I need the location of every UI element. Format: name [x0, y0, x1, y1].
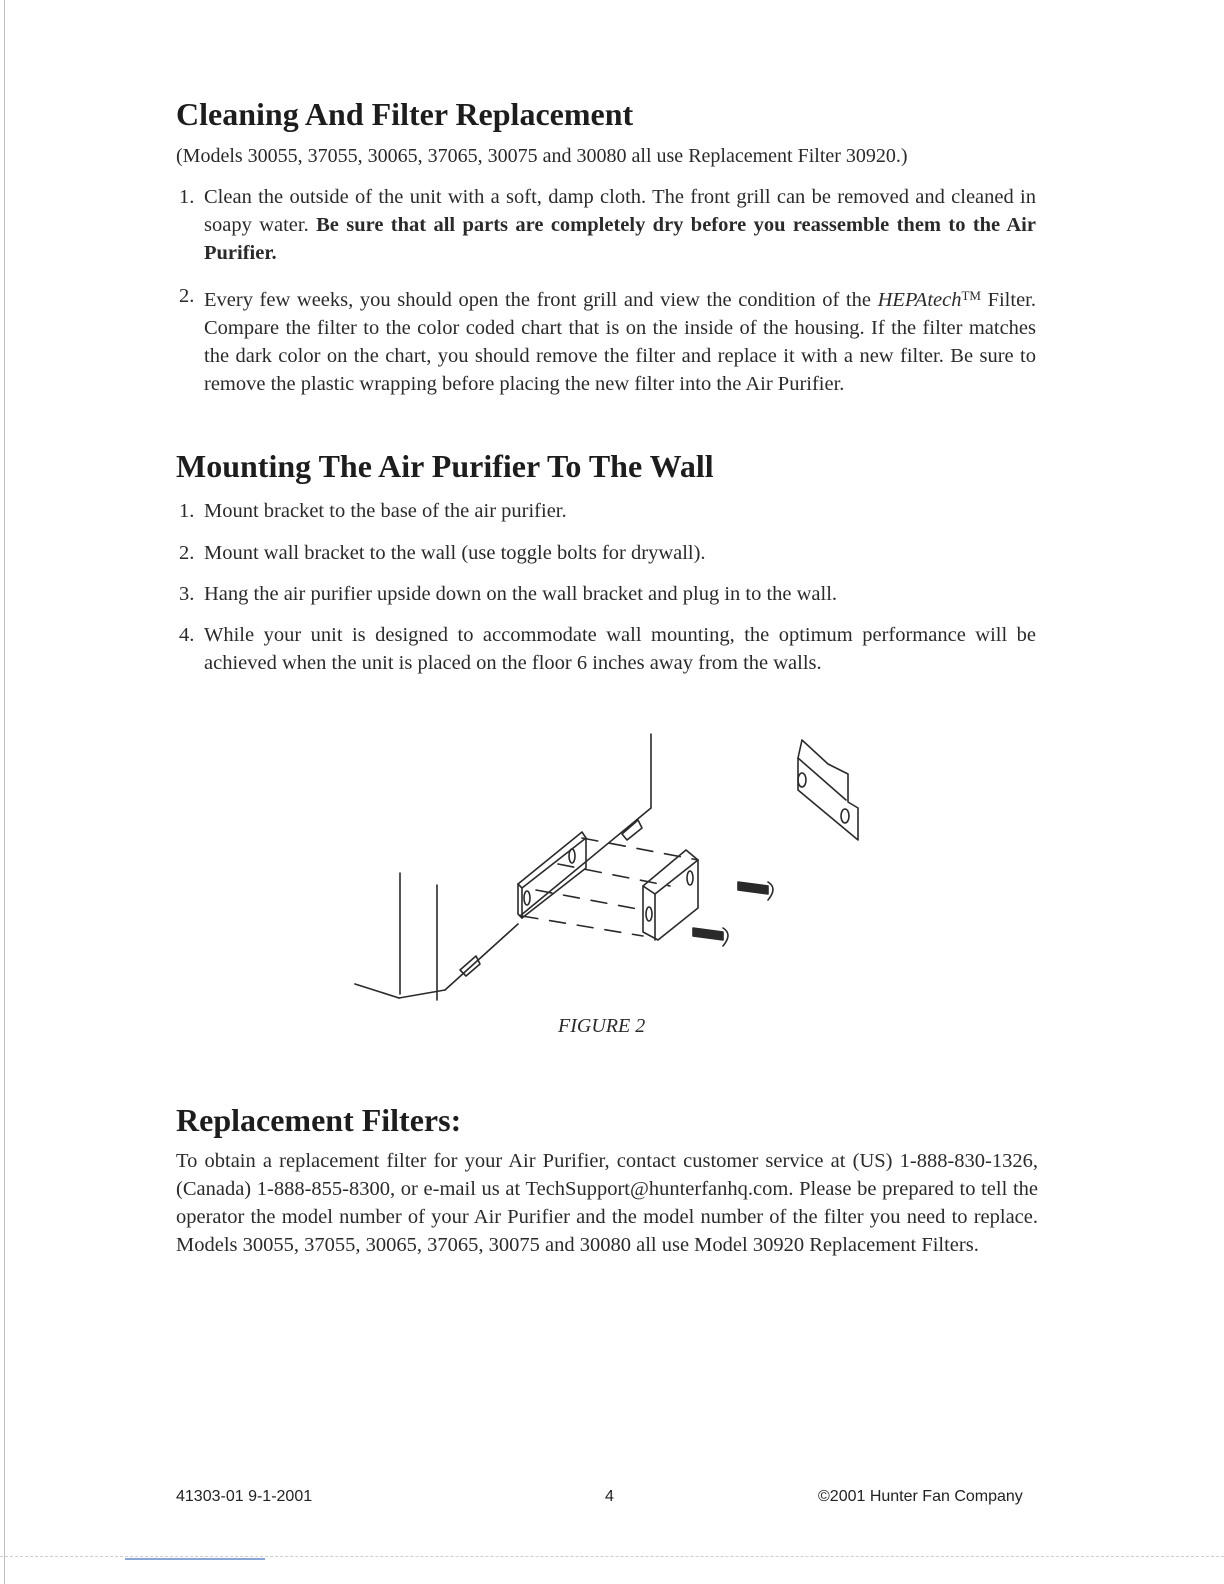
footer-doc-number: 41303-01 9-1-2001 — [176, 1488, 313, 1505]
mounting-step-4 — [179, 621, 1036, 677]
scan-bottom-mark — [125, 1558, 265, 1560]
step-number: 1. — [179, 186, 195, 208]
step-text: Mount bracket to the base of the air purifier. — [204, 500, 567, 522]
cleaning-section-title: Cleaning And Filter Replacement — [176, 96, 634, 132]
step-number: 3. — [179, 583, 195, 605]
figure-caption: FIGURE 2 — [558, 1015, 646, 1037]
mounting-step-1 — [179, 497, 1036, 525]
footer-copyright: ©2001 Hunter Fan Company — [818, 1488, 1023, 1505]
mounting-step-3 — [179, 580, 1036, 608]
step-number: 2. — [179, 285, 195, 307]
step-text: Clean the outside of the unit with a soft, damp cloth. The front grill can be removed and cleaned in soapy water. — [204, 186, 1036, 236]
trademark-mark: TM — [961, 288, 981, 303]
cleaning-models-note: (Models 30055, 37055, 30065, 37065, 30075 and 30080 all use Replacement Filter 30920.) — [176, 145, 908, 167]
base-bracket — [518, 832, 698, 940]
mounting-section-title: Mounting The Air Purifier To The Wall — [176, 448, 714, 484]
scan-bottom-edge — [0, 1556, 1224, 1557]
screw-icon — [738, 882, 773, 900]
step-number: 4. — [179, 624, 195, 646]
cleaning-step-2 — [179, 282, 1036, 398]
replacement-paragraph: To obtain a replacement filter for your Air Purifier, contact customer service at (US) 1-888-830-1326, (Canada) 1-888-855-8300, or e-mail us at TechSupport@hunterfanhq.com. Please be prepared to tell the operator the model number of your Air Purifier and the model number of the filter you need to replace. Models 30055, 37055, 30065, 37065, 30075 and 30080 all use Model 30920 Replacement Filters. — [176, 1150, 1038, 1256]
footer-page-number: 4 — [605, 1488, 614, 1505]
step-number: 2. — [179, 542, 195, 564]
step-text: Mount wall bracket to the wall (use toggle bolts for drywall). — [204, 542, 706, 564]
bracket-diagram — [340, 728, 880, 1018]
wall-bracket — [798, 740, 858, 840]
mounting-step-2 — [179, 539, 1036, 567]
hidden-edges — [522, 838, 698, 936]
replacement-section-title: Replacement Filters: — [176, 1102, 462, 1138]
step-number: 1. — [179, 500, 195, 522]
step-text: Filter. Compare the filter to the color coded chart that is on the inside of the housing. If the filter matches the dark color on the chart, you should remove the filter and replace it with a new filter. Be sure to remove the plastic wrapping before placing the new filter into the Air Purifier. — [204, 289, 1036, 395]
step-text: While your unit is designed to accommodate wall mounting, the optimum performance will be achieved when the unit is placed on the floor 6 inches away from the walls. — [204, 624, 1036, 674]
purifier-body-outline — [355, 734, 651, 1000]
cleaning-step-1 — [179, 183, 1036, 267]
brand-name: HEPAtech — [877, 289, 962, 311]
step-text-intro: Every few weeks, you should open the front grill and view the condition of the — [204, 289, 878, 311]
scan-left-edge — [4, 0, 5, 1584]
step-text: Hang the air purifier upside down on the wall bracket and plug in to the wall. — [204, 583, 838, 605]
screw-icon — [693, 928, 728, 946]
step-warning: Be sure that all parts are completely dry before you reassemble them to the Air Purifier. — [204, 214, 1036, 264]
